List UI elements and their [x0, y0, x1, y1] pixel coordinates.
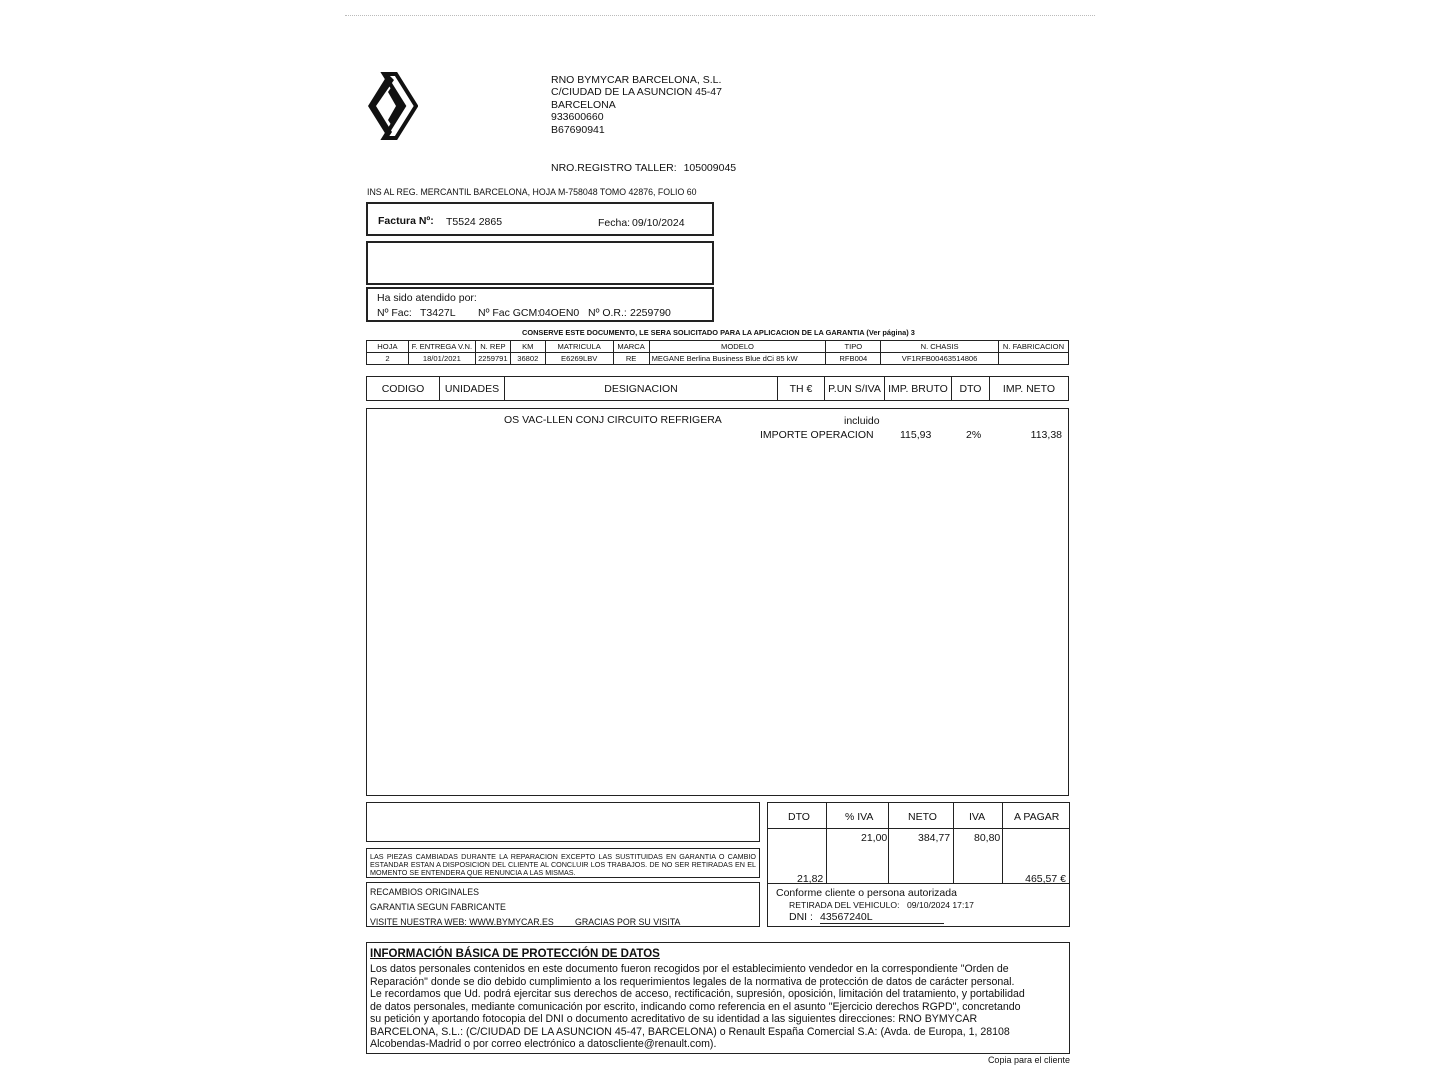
totals-iva: 80,80 [974, 832, 1001, 844]
vehicle-header-cell: MODELO [649, 341, 826, 353]
operation-dto: 2% [966, 429, 982, 441]
vehicle-header-cell: HOJA [367, 341, 409, 353]
vehicle-value-cell [998, 353, 1068, 365]
operation-bruto: 115,93 [900, 429, 932, 441]
col-codigo: CODIGO [367, 377, 440, 400]
vehicle-value-cell: E6269LBV [545, 353, 613, 365]
totals-header-dto: DTO [788, 811, 810, 823]
col-pun: P.UN S/IVA [825, 377, 885, 400]
vehicle-header-cell: MATRICULA [545, 341, 613, 353]
col-dto: DTO [952, 377, 990, 400]
attended-box [366, 287, 714, 322]
totals-header-iva-pct: % IVA [845, 811, 874, 823]
lines-header [366, 376, 1069, 401]
nfac-label: Nº Fac: [377, 307, 412, 319]
totals-col-divider [826, 803, 827, 883]
privacy-line: su petición y aportando fotocopia del DNI o documento acreditativo de su identidad a las siguientes direcciones: RNO BYMYCAR [370, 1013, 978, 1025]
vehicle-header-cell: TIPO [826, 341, 881, 353]
observations-box [366, 802, 760, 842]
web-text: VISITE NUESTRA WEB: WWW.BYMYCAR.ES [370, 917, 554, 927]
factura-label: Factura Nº: [378, 215, 434, 227]
vehicle-value-cell: 18/01/2021 [408, 353, 475, 365]
retirada-label: RETIRADA DEL VEHICULO: [789, 900, 900, 910]
totals-col-divider [953, 803, 954, 883]
gcm-value: 04OEN0 [539, 307, 580, 319]
vehicle-header-cell: F. ENTREGA V.N. [408, 341, 475, 353]
totals-neto: 384,77 [918, 832, 951, 844]
vehicle-header-row [367, 341, 1069, 353]
garantia-text: GARANTIA SEGUN FABRICANTE [370, 902, 506, 912]
or-value: 2259790 [630, 307, 671, 319]
registro-label: NRO.REGISTRO TALLER: [551, 162, 677, 174]
col-unidades: UNIDADES [440, 377, 505, 400]
company-cif: B67690941 [551, 123, 605, 136]
privacy-title: INFORMACIÓN BÁSICA DE PROTECCIÓN DE DATOS [370, 948, 660, 960]
vehicle-table [366, 340, 1069, 365]
company-city: BARCELONA [551, 98, 616, 111]
vehicle-value-cell: RFB004 [826, 353, 881, 365]
totals-header-iva: IVA [969, 811, 986, 823]
privacy-body [370, 963, 1025, 1051]
parts-notice: LAS PIEZAS CAMBIADAS DURANTE LA REPARACION EXCEPTO LAS SUSTITUIDAS EN GARANTIA O CAMBIO ESTANDAR ESTAN A DISPOSICION DEL CLIENTE AL CONCLUIR LOS TRABAJOS. DE NO SER RETIRADAS EN EL MOMENTO SE ENTENDERA QUE RENUNCIA A LAS MISMAS. [370, 852, 756, 877]
vehicle-value-cell: 2259791 [475, 353, 510, 365]
col-designacion: DESIGNACION [505, 377, 778, 400]
operation-neto: 113,38 [1030, 429, 1062, 441]
privacy-line: de datos personales, mediante comunicación por escrito, indicando como referencia en el asunto "Ejercicio derechos RGPD", concretando [370, 1000, 1021, 1013]
privacy-line: Los datos personales contenidos en este documento fueron recogidos por el establecimiento vendedor en la correspondiente "Orden de [370, 963, 1009, 975]
totals-dto: 21,82 [797, 873, 824, 885]
totals-header-apagar: A PAGAR [1014, 811, 1060, 823]
mercantil-info: INS AL REG. MERCANTIL BARCELONA, HOJA M-758048 TOMO 42876, FOLIO 60 [367, 187, 697, 197]
recambios-text: RECAMBIOS ORIGINALES [370, 887, 480, 897]
vehicle-header-cell: KM [510, 341, 545, 353]
top-dotted-line [345, 15, 1095, 16]
line-included: incluido [844, 415, 880, 427]
totals-apagar: 465,57 € [1025, 873, 1066, 885]
company-phone: 933600660 [551, 111, 604, 124]
totals-header-divider [768, 828, 1069, 829]
thanks-text: GRACIAS POR SU VISITA [575, 917, 681, 927]
factura-value: T5524 2865 [446, 216, 503, 228]
company-address: C/CIUDAD DE LA ASUNCION 45-47 [551, 86, 722, 99]
col-bruto: IMP. BRUTO [885, 377, 952, 400]
vehicle-value-cell: MEGANE Berlina Business Blue dCi 85 kW [649, 353, 826, 365]
vehicle-value-row [367, 353, 1069, 365]
col-th: TH € [778, 377, 825, 400]
vehicle-value-cell: 2 [367, 353, 409, 365]
warranty-warning: CONSERVE ESTE DOCUMENTO, LE SERA SOLICITADO PARA LA APLICACION DE LA GARANTIA (Ver página) 3 [522, 328, 915, 337]
lines-body [366, 408, 1069, 796]
fecha-value: 09/10/2024 [632, 217, 685, 229]
footer-left-box [366, 882, 760, 927]
copy-label: Copia para el cliente [987, 1055, 1070, 1065]
parts-notice-box [366, 848, 760, 878]
operation-label: IMPORTE OPERACION [760, 429, 874, 441]
totals-iva-pct: 21,00 [861, 832, 888, 844]
dni-label: DNI : [789, 911, 813, 923]
or-label: Nº O.R.: [588, 307, 627, 319]
fecha-label: Fecha: [598, 217, 631, 229]
conforme-title: Conforme cliente o persona autorizada [776, 887, 957, 899]
nfac-value: T3427L [420, 307, 456, 319]
vehicle-header-cell: N. REP [475, 341, 510, 353]
retirada-value: 09/10/2024 17:17 [907, 900, 974, 910]
privacy-line: BARCELONA, S.L.: (C/CIUDAD DE LA ASUNCION 45-47, BARCELONA) o Renault España Comercial S.A: (Avda. de Europa, 1, 28108 [370, 1025, 1010, 1038]
company-name: RNO BYMYCAR BARCELONA, S.L. [551, 74, 722, 86]
totals-col-divider [1002, 803, 1003, 883]
vehicle-header-cell: N. CHASIS [881, 341, 999, 353]
registro-taller [551, 162, 736, 174]
privacy-line: Le recordamos que Ud. podrá ejercitar sus derechos de acceso, rectificación, supresión, oposición, limitación del tratamiento, y portabilidad [370, 988, 1025, 1000]
atendido-label: Ha sido atendido por: [377, 292, 477, 304]
privacy-line: Alcobendas-Madrid o por correo electrónico a datoscliente@renault.com). [370, 1038, 717, 1050]
vehicle-value-cell: RE [613, 353, 649, 365]
invoice-number-box [366, 202, 714, 236]
dni-value: 43567240L [820, 911, 944, 924]
renault-logo-icon [366, 72, 418, 140]
vehicle-header-cell: N. FABRICACION [998, 341, 1068, 353]
line-designation: OS VAC-LLEN CONJ CIRCUITO REFRIGERA [504, 414, 722, 426]
totals-header-neto: NETO [908, 811, 937, 823]
vehicle-header-cell: MARCA [613, 341, 649, 353]
totals-box [767, 802, 1070, 927]
privacy-line: Reparación" donde se dio debido cumplimiento a los requerimientos legales de la normativa de protección de datos de carácter personal. [370, 975, 1015, 988]
registro-value: 105009045 [683, 162, 737, 174]
privacy-box [366, 942, 1070, 1054]
customer-box [366, 241, 714, 285]
vehicle-value-cell: 36802 [510, 353, 545, 365]
totals-col-divider [888, 803, 889, 883]
col-neto: IMP. NETO [1002, 382, 1056, 395]
company-block [551, 74, 722, 136]
vehicle-value-cell: VF1RFB00463514806 [881, 353, 999, 365]
gcm-label: Nº Fac GCM: [478, 307, 541, 319]
